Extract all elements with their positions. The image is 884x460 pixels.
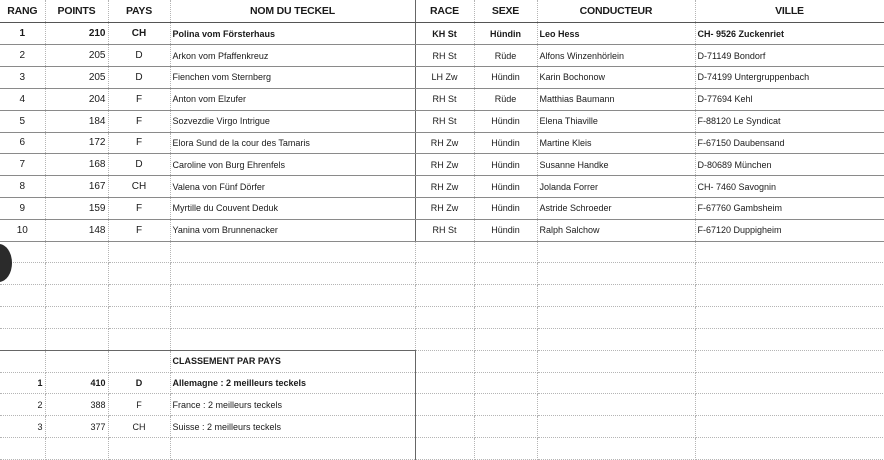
cell-conducteur[interactable]: Martine Kleis — [537, 132, 695, 154]
summary-pays[interactable]: D — [108, 372, 170, 394]
empty-cell[interactable] — [537, 350, 695, 372]
empty-cell[interactable] — [695, 285, 884, 307]
empty-cell[interactable] — [695, 350, 884, 372]
cell-sexe[interactable]: Rüde — [474, 45, 537, 67]
cell-race[interactable]: KH St — [415, 23, 474, 45]
cell-conducteur[interactable]: Astride Schroeder — [537, 197, 695, 219]
summary-row — [0, 372, 884, 394]
cell-nom[interactable]: Elora Sund de la cour des Tamaris — [170, 132, 415, 154]
empty-row — [0, 328, 884, 350]
cell-conducteur[interactable]: Leo Hess — [537, 23, 695, 45]
cell-rang[interactable]: 5 — [0, 110, 45, 132]
empty-cell[interactable] — [695, 372, 884, 394]
empty-cell[interactable] — [45, 438, 108, 460]
empty-cell[interactable] — [170, 241, 415, 263]
summary-title-row — [0, 350, 884, 372]
empty-cell[interactable] — [474, 285, 537, 307]
summary-rang[interactable]: 2 — [0, 394, 45, 416]
empty-cell[interactable] — [170, 438, 415, 460]
cell-points[interactable]: 204 — [45, 88, 108, 110]
empty-cell[interactable] — [0, 350, 45, 372]
table-row — [0, 132, 884, 154]
summary-points[interactable]: 410 — [45, 372, 108, 394]
cell-pays[interactable]: CH — [108, 176, 170, 198]
cell-ville[interactable]: F-67150 Daubensand — [695, 132, 884, 154]
cell-race[interactable]: RH St — [415, 219, 474, 241]
cell-pays[interactable]: D — [108, 45, 170, 67]
empty-cell[interactable] — [537, 307, 695, 329]
empty-cell[interactable] — [170, 263, 415, 285]
cell-conducteur[interactable]: Jolanda Forrer — [537, 176, 695, 198]
header-nom-du-teckel[interactable]: NOM DU TECKEL — [170, 0, 415, 23]
empty-cell[interactable] — [0, 438, 45, 460]
cell-race[interactable]: LH Zw — [415, 67, 474, 89]
empty-cell[interactable] — [474, 438, 537, 460]
empty-cell[interactable] — [474, 416, 537, 438]
empty-cell[interactable] — [415, 372, 474, 394]
cell-pays[interactable]: F — [108, 88, 170, 110]
summary-row — [0, 394, 884, 416]
cell-points[interactable]: 184 — [45, 110, 108, 132]
header-row — [0, 0, 884, 23]
summary-label[interactable]: Allemagne : 2 meilleurs teckels — [170, 372, 415, 394]
cell-nom[interactable]: Arkon vom Pfaffenkreuz — [170, 45, 415, 67]
empty-cell[interactable] — [170, 328, 415, 350]
cell-points[interactable]: 167 — [45, 176, 108, 198]
empty-cell[interactable] — [537, 416, 695, 438]
cell-sexe[interactable]: Hündin — [474, 132, 537, 154]
cell-pays[interactable]: CH — [108, 23, 170, 45]
header-pays[interactable]: PAYS — [108, 0, 170, 23]
empty-cell[interactable] — [170, 285, 415, 307]
empty-cell[interactable] — [415, 307, 474, 329]
empty-cell[interactable] — [45, 328, 108, 350]
cell-ville[interactable]: D-77694 Kehl — [695, 88, 884, 110]
cell-pays[interactable]: D — [108, 154, 170, 176]
cell-nom[interactable]: Fienchen vom Sternberg — [170, 67, 415, 89]
empty-cell[interactable] — [45, 285, 108, 307]
summary-label[interactable]: Suisse : 2 meilleurs teckels — [170, 416, 415, 438]
cell-sexe[interactable]: Hündin — [474, 219, 537, 241]
cell-rang[interactable]: 1 — [0, 23, 45, 45]
cell-ville[interactable]: D-74199 Untergruppenbach — [695, 67, 884, 89]
empty-cell[interactable] — [537, 394, 695, 416]
empty-cell[interactable] — [45, 350, 108, 372]
cell-rang[interactable]: 6 — [0, 132, 45, 154]
summary-rang[interactable]: 3 — [0, 416, 45, 438]
table-row — [0, 110, 884, 132]
summary-row — [0, 416, 884, 438]
empty-cell[interactable] — [108, 328, 170, 350]
cell-sexe[interactable]: Hündin — [474, 154, 537, 176]
empty-cell[interactable] — [474, 350, 537, 372]
empty-cell[interactable] — [537, 372, 695, 394]
summary-rang[interactable]: 1 — [0, 372, 45, 394]
cell-conducteur[interactable]: Matthias Baumann — [537, 88, 695, 110]
header-conducteur[interactable]: CONDUCTEUR — [537, 0, 695, 23]
cell-sexe[interactable]: Hündin — [474, 67, 537, 89]
table-row — [0, 176, 884, 198]
cell-sexe[interactable]: Hündin — [474, 110, 537, 132]
empty-cell[interactable] — [695, 263, 884, 285]
cell-sexe[interactable]: Rüde — [474, 88, 537, 110]
empty-cell[interactable] — [45, 241, 108, 263]
table-row — [0, 154, 884, 176]
cell-race[interactable]: RH St — [415, 45, 474, 67]
table-row — [0, 219, 884, 241]
cell-ville[interactable]: CH- 7460 Savognin — [695, 176, 884, 198]
cell-race[interactable]: RH Zw — [415, 197, 474, 219]
cell-nom[interactable]: Anton vom Elzufer — [170, 88, 415, 110]
empty-cell[interactable] — [0, 285, 45, 307]
cell-nom[interactable]: Sozvezdie Virgo Intrigue — [170, 110, 415, 132]
empty-cell[interactable] — [695, 416, 884, 438]
cell-sexe[interactable]: Hündin — [474, 23, 537, 45]
empty-cell[interactable] — [170, 307, 415, 329]
cell-nom[interactable]: Yanina vom Brunnenacker — [170, 219, 415, 241]
cell-points[interactable]: 159 — [45, 197, 108, 219]
empty-row — [0, 307, 884, 329]
empty-cell[interactable] — [415, 263, 474, 285]
empty-cell[interactable] — [415, 241, 474, 263]
empty-row — [0, 438, 884, 460]
cell-pays[interactable]: F — [108, 197, 170, 219]
cell-ville[interactable]: CH- 9526 Zuckenriet — [695, 23, 884, 45]
cell-pays[interactable]: F — [108, 219, 170, 241]
empty-cell[interactable] — [45, 263, 108, 285]
header-ville[interactable]: VILLE — [695, 0, 884, 23]
table-row — [0, 67, 884, 89]
table-row — [0, 197, 884, 219]
cell-nom[interactable]: Caroline von Burg Ehrenfels — [170, 154, 415, 176]
cell-points[interactable]: 168 — [45, 154, 108, 176]
header-sexe[interactable]: SEXE — [474, 0, 537, 23]
empty-row — [0, 241, 884, 263]
table-row — [0, 23, 884, 45]
cell-points[interactable]: 205 — [45, 67, 108, 89]
cell-nom[interactable]: Valena von Fünf Dörfer — [170, 176, 415, 198]
cell-conducteur[interactable]: Karin Bochonow — [537, 67, 695, 89]
empty-cell[interactable] — [695, 307, 884, 329]
empty-cell[interactable] — [474, 241, 537, 263]
empty-cell[interactable] — [108, 438, 170, 460]
cell-pays[interactable]: F — [108, 132, 170, 154]
cell-conducteur[interactable]: Susanne Handke — [537, 154, 695, 176]
cell-pays[interactable]: D — [108, 67, 170, 89]
summary-pays[interactable]: CH — [108, 416, 170, 438]
empty-cell[interactable] — [415, 350, 474, 372]
cell-race[interactable]: RH Zw — [415, 154, 474, 176]
empty-cell[interactable] — [474, 263, 537, 285]
empty-cell[interactable] — [415, 394, 474, 416]
cell-ville[interactable]: F-67760 Gambsheim — [695, 197, 884, 219]
cell-rang[interactable]: 2 — [0, 45, 45, 67]
header-rang[interactable]: RANG — [0, 0, 45, 23]
cell-points[interactable]: 210 — [45, 23, 108, 45]
summary-points[interactable]: 388 — [45, 394, 108, 416]
cell-rang[interactable]: 8 — [0, 176, 45, 198]
cell-points[interactable]: 148 — [45, 219, 108, 241]
empty-cell[interactable] — [474, 394, 537, 416]
empty-cell[interactable] — [695, 241, 884, 263]
summary-title[interactable]: CLASSEMENT PAR PAYS — [170, 350, 415, 372]
empty-cell[interactable] — [695, 394, 884, 416]
empty-cell[interactable] — [474, 328, 537, 350]
cell-rang[interactable]: 10 — [0, 219, 45, 241]
header-points[interactable]: POINTS — [45, 0, 108, 23]
empty-cell[interactable] — [108, 350, 170, 372]
cell-sexe[interactable]: Hündin — [474, 176, 537, 198]
empty-cell[interactable] — [415, 416, 474, 438]
table-row — [0, 88, 884, 110]
cell-rang[interactable]: 7 — [0, 154, 45, 176]
cell-rang[interactable]: 3 — [0, 67, 45, 89]
cell-nom[interactable]: Myrtille du Couvent Deduk — [170, 197, 415, 219]
empty-cell[interactable] — [415, 285, 474, 307]
table-row — [0, 45, 884, 67]
summary-pays[interactable]: F — [108, 394, 170, 416]
cell-points[interactable]: 172 — [45, 132, 108, 154]
empty-cell[interactable] — [0, 328, 45, 350]
cell-ville[interactable]: D-71149 Bondorf — [695, 45, 884, 67]
cell-conducteur[interactable]: Ralph Salchow — [537, 219, 695, 241]
cell-nom[interactable]: Polina vom Försterhaus — [170, 23, 415, 45]
cell-pays[interactable]: F — [108, 110, 170, 132]
empty-cell[interactable] — [695, 438, 884, 460]
cell-conducteur[interactable]: Elena Thiaville — [537, 110, 695, 132]
cell-ville[interactable]: F-67120 Duppigheim — [695, 219, 884, 241]
empty-cell[interactable] — [537, 328, 695, 350]
empty-cell[interactable] — [108, 307, 170, 329]
empty-cell[interactable] — [537, 241, 695, 263]
empty-row — [0, 285, 884, 307]
empty-cell[interactable] — [108, 285, 170, 307]
summary-points[interactable]: 377 — [45, 416, 108, 438]
cell-conducteur[interactable]: Alfons Winzenhörlein — [537, 45, 695, 67]
cell-ville[interactable]: D-80689 München — [695, 154, 884, 176]
cell-sexe[interactable]: Hündin — [474, 197, 537, 219]
empty-cell[interactable] — [537, 285, 695, 307]
empty-cell[interactable] — [415, 438, 474, 460]
cell-rang[interactable]: 9 — [0, 197, 45, 219]
cell-points[interactable]: 205 — [45, 45, 108, 67]
empty-cell[interactable] — [45, 307, 108, 329]
cell-rang[interactable]: 4 — [0, 88, 45, 110]
cell-race[interactable]: RH Zw — [415, 176, 474, 198]
cell-ville[interactable]: F-88120 Le Syndicat — [695, 110, 884, 132]
empty-cell[interactable] — [474, 307, 537, 329]
empty-cell[interactable] — [108, 263, 170, 285]
cell-race[interactable]: RH St — [415, 88, 474, 110]
empty-row — [0, 263, 884, 285]
empty-cell[interactable] — [108, 241, 170, 263]
empty-cell[interactable] — [695, 328, 884, 350]
summary-label[interactable]: France : 2 meilleurs teckels — [170, 394, 415, 416]
cell-race[interactable]: RH Zw — [415, 132, 474, 154]
empty-cell[interactable] — [537, 263, 695, 285]
empty-cell[interactable] — [415, 328, 474, 350]
header-race[interactable]: RACE — [415, 0, 474, 23]
empty-cell[interactable] — [0, 307, 45, 329]
empty-cell[interactable] — [474, 372, 537, 394]
empty-cell[interactable] — [537, 438, 695, 460]
cell-race[interactable]: RH St — [415, 110, 474, 132]
